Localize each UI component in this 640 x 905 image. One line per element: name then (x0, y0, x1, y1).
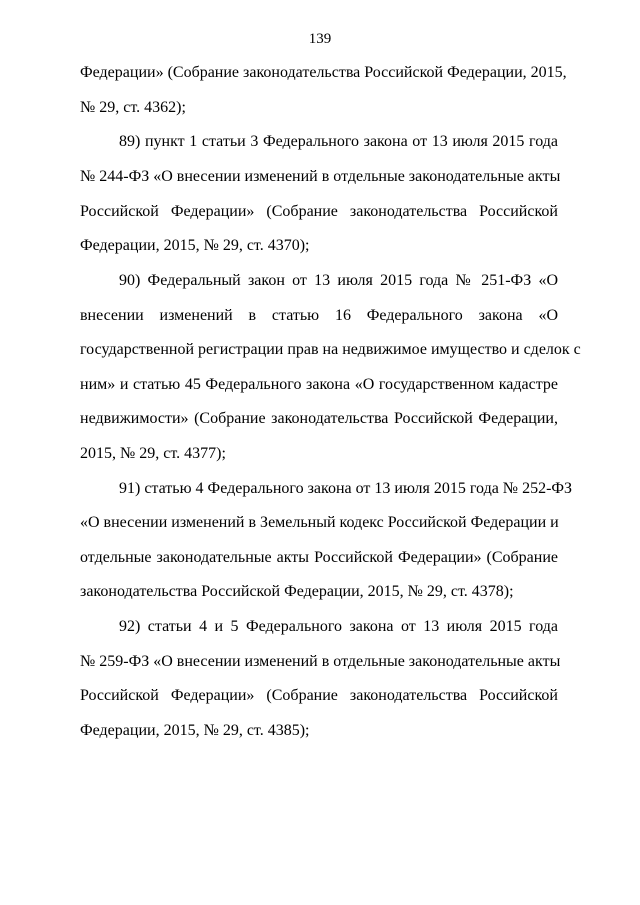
text-line: государственной регистрации прав на недвижимое имущество и сделок с (80, 341, 581, 358)
text-line: отдельные законодательные акты Российской Федерации» (Собрание (80, 549, 558, 566)
text-line: 91) статью 4 Федерального закона от 13 июля 2015 года № 252-ФЗ (119, 480, 573, 497)
text-line: № 259-ФЗ «О внесении изменений в отдельные законодательные акты (80, 653, 561, 670)
text-line: № 244-ФЗ «О внесении изменений в отдельные законодательные акты (80, 168, 561, 185)
text-line: Федерации, 2015, № 29, ст. 4370); (80, 237, 310, 254)
text-line: Федерации» (Собрание законодательства Российской Федерации, 2015, (80, 64, 567, 81)
text-line: 90) Федеральный закон от 13 июля 2015 года № 251-ФЗ «О (119, 272, 558, 289)
text-line: 92) статьи 4 и 5 Федерального закона от 13 июля 2015 года (119, 618, 558, 635)
text-line: Российской Федерации» (Собрание законодательства Российской (80, 203, 558, 220)
text-line: внесении изменений в статью 16 Федерального закона «О (80, 307, 558, 324)
text-line: Федерации, 2015, № 29, ст. 4385); (80, 722, 310, 739)
text-line: недвижимости» (Собрание законодательства Российской Федерации, (80, 410, 558, 427)
page-number: 139 (308, 31, 332, 47)
text-line: ним» и статью 45 Федерального закона «О государственном кадастре (80, 376, 558, 393)
text-line: 89) пункт 1 статьи 3 Федерального закона от 13 июля 2015 года (119, 133, 558, 150)
text-line: № 29, ст. 4362); (80, 99, 186, 116)
text-line: Российской Федерации» (Собрание законодательства Российской (80, 687, 558, 704)
text-line: «О внесении изменений в Земельный кодекс Российской Федерации и (80, 514, 559, 531)
text-line: 2015, № 29, ст. 4377); (80, 445, 226, 462)
text-line: законодательства Российской Федерации, 2015, № 29, ст. 4378); (80, 583, 514, 600)
